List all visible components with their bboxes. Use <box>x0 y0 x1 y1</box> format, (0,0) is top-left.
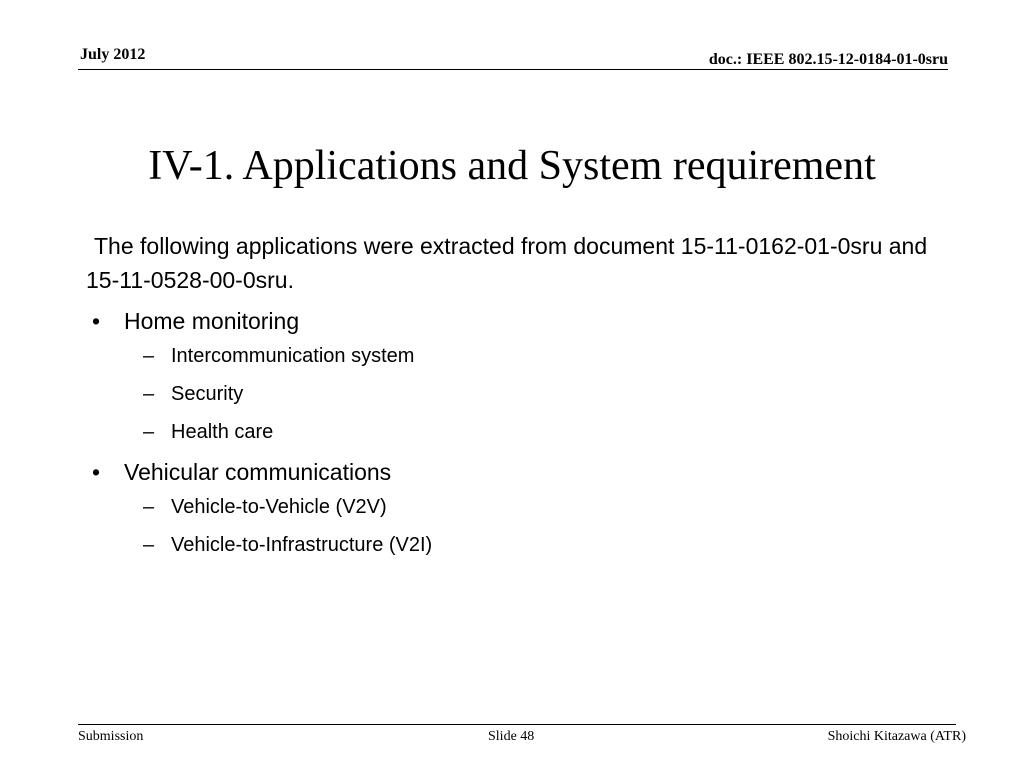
bullet-item-home-monitoring <box>86 304 946 338</box>
footer-divider <box>78 724 956 725</box>
dash-icon: – <box>143 345 155 367</box>
dash-icon: – <box>143 496 155 518</box>
sub-item-label: Security <box>171 383 244 405</box>
dash-icon: – <box>143 383 155 405</box>
sub-item-v2i <box>86 530 946 560</box>
footer-author: Shoichi Kitazawa (ATR) <box>827 729 966 744</box>
bullet-item-vehicular-communications <box>86 455 946 489</box>
footer-submission: Submission <box>78 729 144 744</box>
bullet-icon: • <box>92 459 101 485</box>
bullet-label: Vehicular communications <box>124 459 392 485</box>
sub-item-intercommunication <box>86 341 946 371</box>
sub-item-v2v <box>86 492 946 522</box>
bullet-icon: • <box>92 308 101 334</box>
header-date: July 2012 <box>80 46 146 63</box>
slide-body <box>86 229 946 568</box>
intro-text: The following applications were extracted from document 15-11-0162-01-0sru and 15-11-0528-00-0sru. <box>86 233 928 293</box>
footer-slide-number: Slide 48 <box>488 729 535 744</box>
header-doc-id: doc.: IEEE 802.15-12-0184-01-0sru <box>708 51 948 68</box>
dash-icon: – <box>143 421 155 443</box>
sub-item-label: Health care <box>171 421 274 443</box>
slide-title: IV-1. Applications and System requirement <box>148 143 876 190</box>
sub-item-security <box>86 379 946 409</box>
dash-icon: – <box>143 534 155 556</box>
sub-item-health-care <box>86 417 946 447</box>
sub-item-label: Vehicle-to-Infrastructure (V2I) <box>171 534 433 556</box>
sub-item-label: Intercommunication system <box>171 345 415 367</box>
sub-item-label: Vehicle-to-Vehicle (V2V) <box>171 496 387 518</box>
header-divider <box>78 69 948 70</box>
bullet-label: Home monitoring <box>124 308 300 334</box>
